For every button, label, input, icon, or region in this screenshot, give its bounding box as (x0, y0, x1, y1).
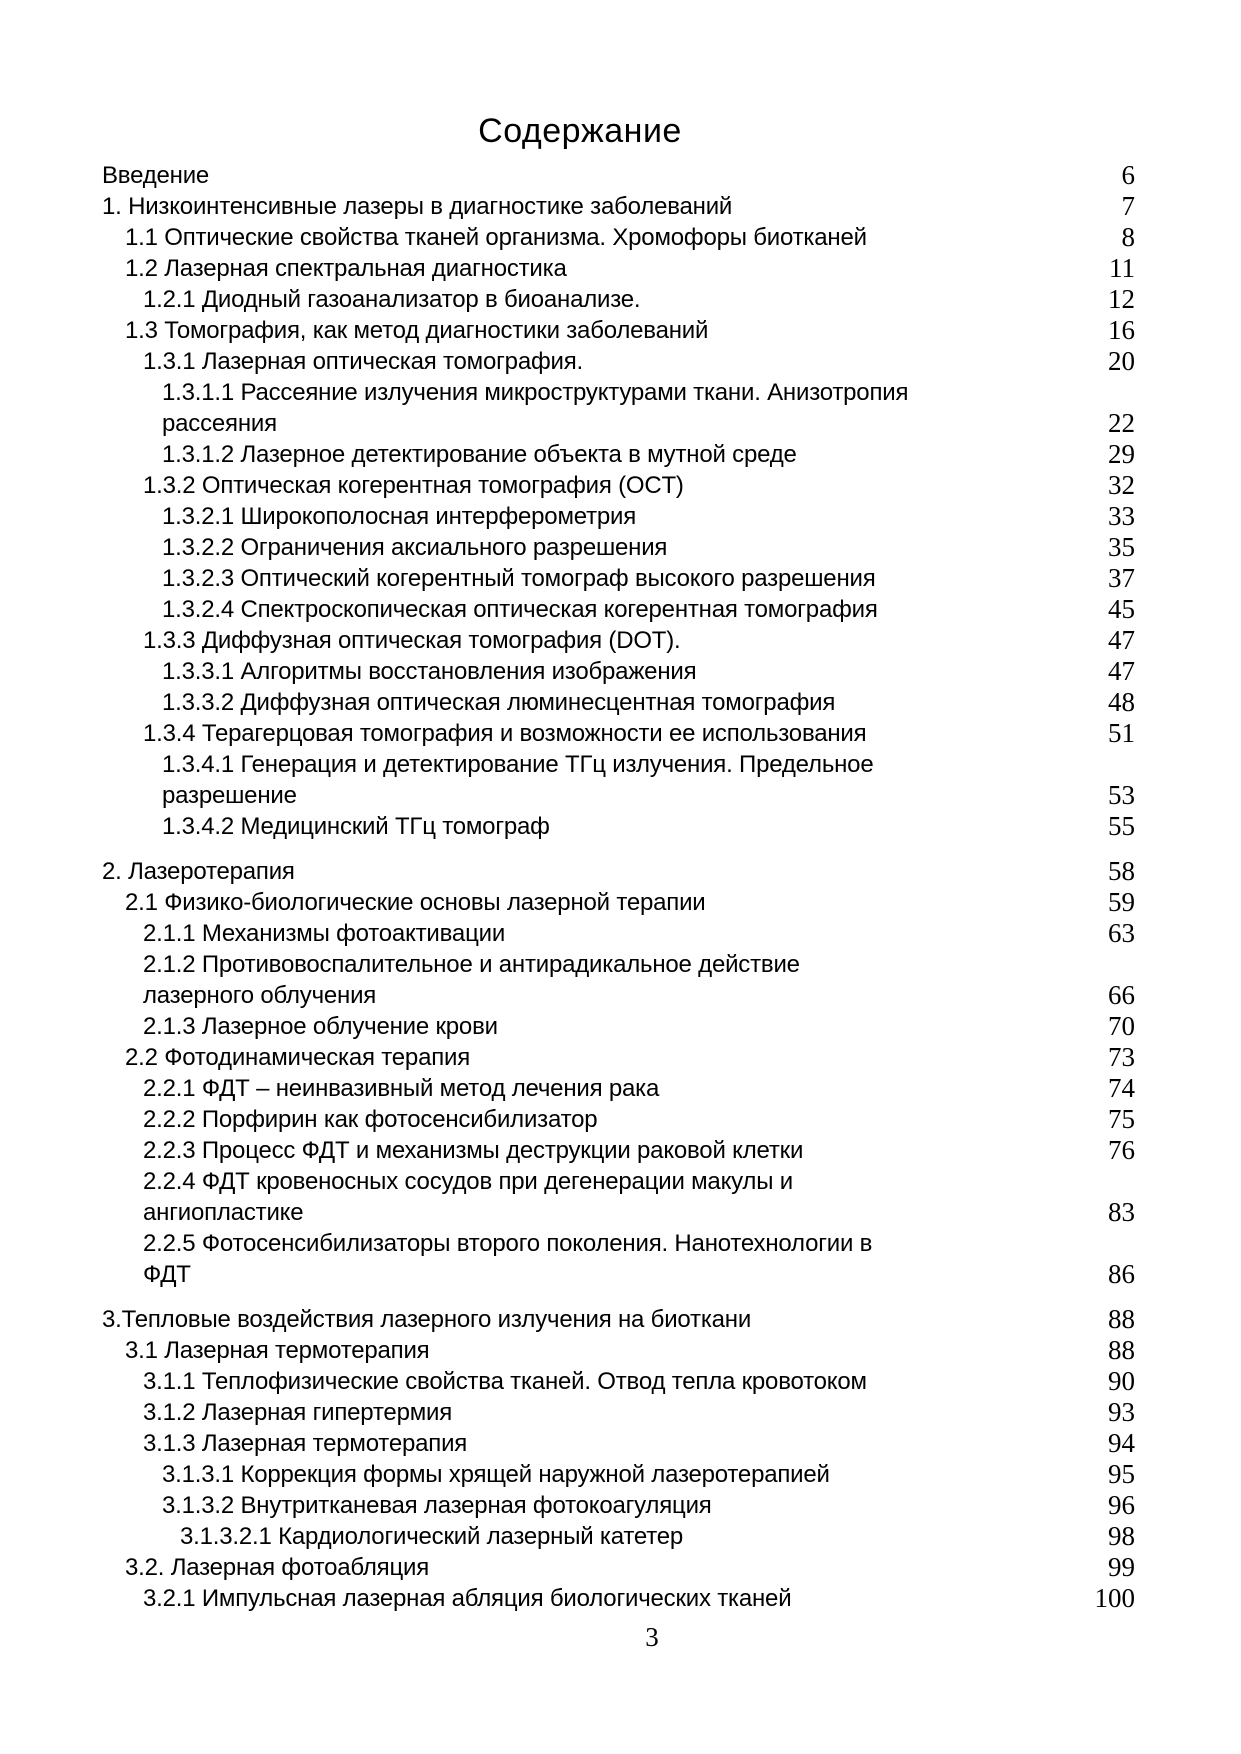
toc-entry-page-number: 73 (1108, 1042, 1135, 1072)
toc-entry (100, 811, 1135, 842)
toc-entry-line: 3.2. Лазерная фотоабляция (125, 1554, 430, 1581)
toc-entry-text (100, 1104, 1065, 1135)
toc-entry (100, 563, 1135, 594)
toc-entry-page-number: 47 (1108, 625, 1135, 655)
toc-entry-line: Введение (102, 162, 210, 189)
toc-entry-page-number: 33 (1108, 501, 1135, 531)
toc-entry-line: 1.2.1 Диодный газоанализатор в биоанализе. (143, 286, 641, 313)
toc-entry-text (100, 284, 1065, 315)
toc-entry-page-number: 58 (1108, 856, 1135, 886)
toc-entry-text (100, 191, 1065, 222)
toc-entry-page-number: 99 (1108, 1552, 1135, 1582)
toc-entry-page-number: 66 (1108, 980, 1135, 1010)
toc-entry-page-number: 63 (1108, 918, 1135, 948)
toc-entry-text (100, 1521, 1065, 1552)
toc-entry-text (100, 563, 1065, 594)
toc-entry (100, 749, 1135, 811)
toc-entry-line: 1.3.3.1 Алгоритмы восстановления изображения (162, 658, 697, 685)
toc-entry-page-number: 45 (1108, 594, 1135, 624)
toc-entry (100, 439, 1135, 470)
toc-entry-line: 2.2.5 Фотосенсибилизаторы второго поколения. Нанотехнологии в (143, 1230, 873, 1257)
toc-entry-text (100, 532, 1065, 563)
toc-entry-line: 3.1.3.1 Коррекция формы хрящей наружной лазеротерапией (162, 1461, 830, 1488)
toc-entry (100, 377, 1135, 439)
toc-entry-line: 1. Низкоинтенсивные лазеры в диагностике заболеваний (102, 193, 733, 220)
toc-entry-text (100, 1042, 1065, 1073)
toc-entry-text (100, 749, 1065, 811)
toc-entry-page-number: 22 (1108, 408, 1135, 438)
toc-entry-page-number: 11 (1109, 253, 1135, 283)
toc-entry-line: 2.2.1 ФДТ – неинвазивный метод лечения рака (143, 1075, 660, 1102)
toc-entry-line: 1.3.3.2 Диффузная оптическая люминесцентная томография (162, 689, 836, 716)
toc-entry (100, 470, 1135, 501)
toc-entry-page-number: 88 (1108, 1335, 1135, 1365)
toc-entry-line: 2.1.3 Лазерное облучение крови (143, 1013, 498, 1040)
toc-entry (100, 284, 1135, 315)
toc-entry-text (100, 222, 1065, 253)
toc-entry (100, 718, 1135, 749)
toc-entry-text (100, 687, 1065, 718)
toc-entry (100, 253, 1135, 284)
toc-entry-text (100, 918, 1065, 949)
toc-entry-text (100, 949, 1065, 1011)
toc-entry (100, 222, 1135, 253)
toc-entry-text (100, 1135, 1065, 1166)
toc-entry-text (100, 315, 1065, 346)
toc-entry-line: 3.2.1 Импульсная лазерная абляция биологических тканей (143, 1585, 792, 1612)
toc-entry-page-number: 83 (1108, 1197, 1135, 1227)
page-title: Содержание (478, 112, 682, 150)
toc-entry-line: лазерного облучения (143, 982, 377, 1009)
toc-entry-page-number: 75 (1108, 1104, 1135, 1134)
toc-entry-page-number: 100 (1094, 1583, 1135, 1613)
toc-entry-text (100, 1552, 1065, 1583)
toc-entry-line: 1.3 Томография, как метод диагностики заболеваний (125, 317, 709, 344)
toc-entry-line: 2.2.4 ФДТ кровеносных сосудов при дегенерации макулы и (143, 1168, 793, 1195)
toc-entry-text (100, 439, 1065, 470)
toc-entry-line: 1.3.2.2 Ограничения аксиального разрешения (162, 534, 668, 561)
toc-entry-page-number: 93 (1108, 1397, 1135, 1427)
toc-entry-line: 1.3.4.1 Генерация и детектирование ТГц излучения. Предельное (162, 751, 874, 778)
toc-entry-line: 3.1.3.2 Внутритканевая лазерная фотокоагуляция (162, 1492, 712, 1519)
toc-entry (100, 856, 1135, 887)
toc-entry-line: 2.2.3 Процесс ФДТ и механизмы деструкции раковой клетки (143, 1137, 804, 1164)
toc-entry-line: 1.1 Оптические свойства тканей организма. Хромофоры биотканей (125, 224, 867, 251)
toc-entry-line: 3.1.1 Теплофизические свойства тканей. Отвод тепла кровотоком (143, 1368, 867, 1395)
toc-entry-text (100, 1490, 1065, 1521)
toc-entry-page-number: 8 (1121, 222, 1135, 252)
toc-entry-line: 1.3.1 Лазерная оптическая томография. (143, 348, 583, 375)
toc-entry-page-number: 74 (1108, 1073, 1135, 1103)
toc-entry-text (100, 1397, 1065, 1428)
toc-entry-text (100, 1428, 1065, 1459)
toc-entry (100, 918, 1135, 949)
toc-entry-line: рассеяния (162, 410, 277, 437)
toc-entry (100, 1335, 1135, 1366)
toc-entry (100, 501, 1135, 532)
toc-entry-line: 1.3.3 Диффузная оптическая томография (DOT). (143, 627, 681, 654)
toc-entry-page-number: 16 (1108, 315, 1135, 345)
toc-entry (100, 1073, 1135, 1104)
toc-entry-text (100, 1366, 1065, 1397)
toc-entry (100, 1104, 1135, 1135)
toc-entry-text (100, 811, 1065, 842)
toc-entry (100, 656, 1135, 687)
toc-entry-text (100, 625, 1065, 656)
toc-entry (100, 1552, 1135, 1583)
toc-entry (100, 594, 1135, 625)
toc-entry-page-number: 55 (1108, 811, 1135, 841)
toc-entry-line: 1.3.2.4 Спектроскопическая оптическая когерентная томография (162, 596, 878, 623)
toc-entry-text (100, 1073, 1065, 1104)
toc-entry-text (100, 594, 1065, 625)
toc-entry (100, 1042, 1135, 1073)
toc-entry-line: 3.1.2 Лазерная гипертермия (143, 1399, 453, 1426)
toc-entry-text (100, 718, 1065, 749)
toc-entry (100, 1228, 1135, 1290)
toc-entry (100, 1135, 1135, 1166)
toc-entry (100, 346, 1135, 377)
toc-entry (100, 887, 1135, 918)
toc-entry (100, 1583, 1135, 1614)
toc-entry-line: 1.3.4.2 Медицинский ТГц томограф (162, 813, 550, 840)
toc-entry-text (100, 887, 1065, 918)
toc-entry-text (100, 1228, 1065, 1290)
toc-entry (100, 625, 1135, 656)
toc-entry-text (100, 656, 1065, 687)
toc-entry-line: 1.3.1.1 Рассеяние излучения микроструктурами ткани. Анизотропия (162, 379, 909, 406)
toc-entry-text (100, 1011, 1065, 1042)
toc-entry-page-number: 6 (1121, 160, 1135, 190)
toc-entry-text (100, 501, 1065, 532)
toc-entry-page-number: 53 (1108, 780, 1135, 810)
toc-entry-line: 1.3.2.3 Оптический когерентный томограф высокого разрешения (162, 565, 876, 592)
toc-entry-line: 1.3.4 Терагерцовая томография и возможности ее использования (143, 720, 867, 747)
toc-entry-line: ангиопластике (143, 1199, 304, 1226)
toc-entry-text (100, 1583, 1065, 1614)
toc-entry (100, 532, 1135, 563)
toc-entry-page-number: 35 (1108, 532, 1135, 562)
toc-entry-page-number: 12 (1108, 284, 1135, 314)
toc-entry (100, 1011, 1135, 1042)
toc-entry (100, 1521, 1135, 1552)
toc-entry-line: 1.3.1.2 Лазерное детектирование объекта в мутной среде (162, 441, 797, 468)
toc-entry-text (100, 470, 1065, 501)
table-of-contents (100, 160, 1135, 1614)
toc-entry-page-number: 32 (1108, 470, 1135, 500)
toc-entry-page-number: 48 (1108, 687, 1135, 717)
toc-entry-text (100, 346, 1065, 377)
toc-entry-line: 1.3.2.1 Широкополосная интерферометрия (162, 503, 637, 530)
toc-entry-line: 2. Лазеротерапия (102, 858, 295, 885)
toc-entry-page-number: 29 (1108, 439, 1135, 469)
toc-entry-page-number: 86 (1108, 1259, 1135, 1289)
toc-entry-line: 3.1.3.2.1 Кардиологический лазерный катетер (180, 1523, 684, 1550)
toc-entry-line: 2.1.1 Механизмы фотоактивации (143, 920, 506, 947)
toc-entry (100, 1397, 1135, 1428)
toc-entry-page-number: 51 (1108, 718, 1135, 748)
toc-entry-page-number: 96 (1108, 1490, 1135, 1520)
toc-entry-page-number: 7 (1121, 191, 1135, 221)
toc-entry (100, 315, 1135, 346)
toc-entry-line: 2.1.2 Противовоспалительное и антирадикальное действие (143, 951, 800, 978)
toc-entry-text (100, 856, 1065, 887)
toc-entry-page-number: 95 (1108, 1459, 1135, 1489)
toc-entry-page-number: 98 (1108, 1521, 1135, 1551)
toc-entry-page-number: 37 (1108, 563, 1135, 593)
toc-entry-text (100, 377, 1065, 439)
toc-entry (100, 1304, 1135, 1335)
toc-entry-page-number: 90 (1108, 1366, 1135, 1396)
toc-entry-line: разрешение (162, 782, 297, 809)
toc-entry-text (100, 1459, 1065, 1490)
toc-entry-line: 3.1.3 Лазерная термотерапия (143, 1430, 468, 1457)
toc-entry-line: 3.1 Лазерная термотерапия (125, 1337, 430, 1364)
toc-entry (100, 191, 1135, 222)
toc-entry-text (100, 253, 1065, 284)
toc-entry-text (100, 160, 1065, 191)
toc-entry-page-number: 20 (1108, 346, 1135, 376)
toc-entry (100, 160, 1135, 191)
toc-entry (100, 949, 1135, 1011)
toc-entry-page-number: 88 (1108, 1304, 1135, 1334)
toc-entry-line: 2.1 Физико-биологические основы лазерной терапии (125, 889, 706, 916)
toc-entry (100, 1490, 1135, 1521)
toc-entry-page-number: 70 (1108, 1011, 1135, 1041)
toc-entry (100, 1428, 1135, 1459)
toc-entry-line: 2.2 Фотодинамическая терапия (125, 1044, 471, 1071)
toc-entry-line: 1.2 Лазерная спектральная диагностика (125, 255, 567, 282)
toc-entry (100, 1366, 1135, 1397)
toc-entry-text (100, 1304, 1065, 1335)
toc-entry (100, 687, 1135, 718)
page-footer-number: 3 (645, 1622, 659, 1652)
toc-entry (100, 1166, 1135, 1228)
toc-entry (100, 1459, 1135, 1490)
toc-entry-page-number: 76 (1108, 1135, 1135, 1165)
toc-entry-line: 1.3.2 Оптическая когерентная томография (OCT) (143, 472, 684, 499)
toc-entry-line: 3.Тепловые воздействия лазерного излучения на биоткани (102, 1306, 752, 1333)
toc-entry-page-number: 47 (1108, 656, 1135, 686)
toc-entry-page-number: 59 (1108, 887, 1135, 917)
toc-entry-text (100, 1166, 1065, 1228)
toc-entry-line: ФДТ (143, 1261, 191, 1288)
toc-entry-text (100, 1335, 1065, 1366)
toc-entry-line: 2.2.2 Порфирин как фотосенсибилизатор (143, 1106, 598, 1133)
toc-entry-page-number: 94 (1108, 1428, 1135, 1458)
